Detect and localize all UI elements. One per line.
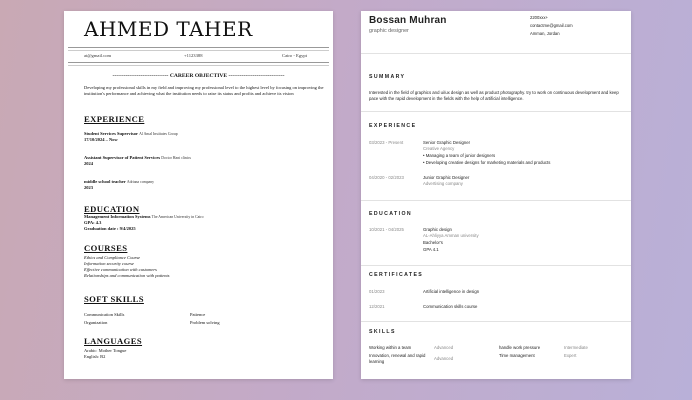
skill-name: handle work pressure [499, 345, 541, 350]
education-item: Management Information Systems The American University in Cairo GPA: 4.3 Graduation date : 9/4/2025 [84, 214, 204, 231]
resume-name: AHMED TAHER [84, 17, 253, 41]
objective-heading: ------------------------------ CAREER OBJECTIVE ------------------------------ [112, 73, 285, 79]
list-item: Communication Skills [84, 312, 125, 317]
divider [68, 65, 329, 66]
experience-company: Advertising company [423, 181, 463, 186]
experience-heading: EXPERIENCE [369, 123, 417, 129]
experience-item: Assistant Supervisor of Patient Services Doctor Hani clinics 2024 [84, 155, 192, 166]
certificate-date: 01/2023 [369, 289, 385, 294]
location-text: Cairo - Egypt [282, 53, 308, 58]
experience-company: Creative Agency [423, 146, 455, 151]
email-text: contactme@gmail.com [530, 23, 573, 28]
skill-level: Expert [564, 353, 577, 358]
list-item: Information security course [84, 261, 134, 266]
education-school: AL-Ahliyya Amman university [423, 233, 479, 238]
divider [361, 321, 631, 322]
education-date: 10/2021 - 04/2025 [369, 227, 404, 232]
experience-role: Senior Graphic Designer [423, 140, 471, 145]
certificate-name: Communication skills course [423, 304, 478, 309]
list-item: English: B2 [84, 354, 106, 359]
experience-item: Student Services Supervisor Al Amal Institutes Group 17/10/2024 – Now [84, 131, 178, 142]
list-item: Organization [84, 320, 108, 325]
job-title: graphic designer [369, 28, 409, 34]
skill-level: Intermediate [564, 345, 588, 350]
list-item: Relationships and communication with patients [84, 273, 170, 278]
certificate-date: 12/2021 [369, 304, 385, 309]
resume-bossan-muhran [361, 11, 631, 379]
divider [361, 200, 631, 201]
list-item: Effective communication with customers [84, 267, 157, 272]
experience-date: 04/2020 - 02/2023 [369, 175, 404, 180]
divider [361, 265, 631, 266]
divider [68, 50, 329, 51]
skill-name: Time management [499, 353, 535, 358]
experience-date: 03/2023 - Present [369, 140, 404, 145]
education-gpa: GPA 4.1 [423, 247, 439, 252]
courses-list [84, 255, 170, 279]
skill-name: Innovation, renewal and rapid learning [369, 353, 426, 364]
education-heading: EDUCATION [84, 204, 140, 214]
languages-heading: LANGUAGES [84, 336, 143, 346]
divider [361, 53, 631, 54]
summary-text: Interested in the field of graphics and ui/ux design as well as product photography. try to work on continuous development and keep pace with the rapid development in the fields with the help of artificial intelligence. [369, 90, 619, 101]
certificate-name: Artificial intelligence in design [423, 289, 480, 294]
list-item: Arabic: Mother Tongue [84, 348, 127, 353]
divider [68, 62, 329, 63]
languages-list [84, 348, 126, 360]
list-item: Problem solving [190, 320, 220, 325]
location-text: Amman, Jordan [530, 31, 560, 36]
education-field: Graphic design [423, 227, 452, 232]
education-degree: Bachelor's [423, 240, 443, 245]
experience-item: middle school teacher Adriana company 2023 [84, 179, 154, 190]
phone-text: 2200xxx+ [530, 15, 549, 20]
list-item: Ethics and Compliance Course [84, 255, 141, 260]
experience-heading: EXPERIENCE [84, 114, 145, 124]
phone-text: +1123388 [184, 53, 203, 58]
skill-level: Advanced [434, 356, 454, 361]
skill-level: Advanced [434, 345, 454, 350]
divider [68, 47, 329, 48]
soft-skills-heading: SOFT SKILLS [84, 294, 144, 304]
skill-name: Working within a team [369, 345, 412, 350]
objective-text: Developing my professional skills in my field and improving my professional level to the highest level by focusing on improving the institution's performance and achieving what the institution needs to raise its status and profits and achieve its vision [84, 85, 324, 97]
list-item: • Developing creative designs for marketing materials and products [423, 160, 551, 165]
certificates-heading: CERTIFICATES [369, 272, 424, 278]
email-text: at@gmail.com [84, 53, 112, 58]
courses-heading: COURSES [84, 243, 128, 253]
resume-ahmed-taher [64, 11, 333, 379]
list-item: Patience [190, 312, 206, 317]
skills-heading: SKILLS [369, 329, 396, 335]
resume-name: Bossan Muhran [369, 15, 447, 26]
education-heading: EDUCATION [369, 211, 413, 217]
summary-heading: SUMMARY [369, 74, 406, 80]
divider [361, 111, 631, 112]
list-item: • Managing a team of junior designers [423, 153, 496, 158]
experience-role: Junior Graphic Designer [423, 175, 470, 180]
